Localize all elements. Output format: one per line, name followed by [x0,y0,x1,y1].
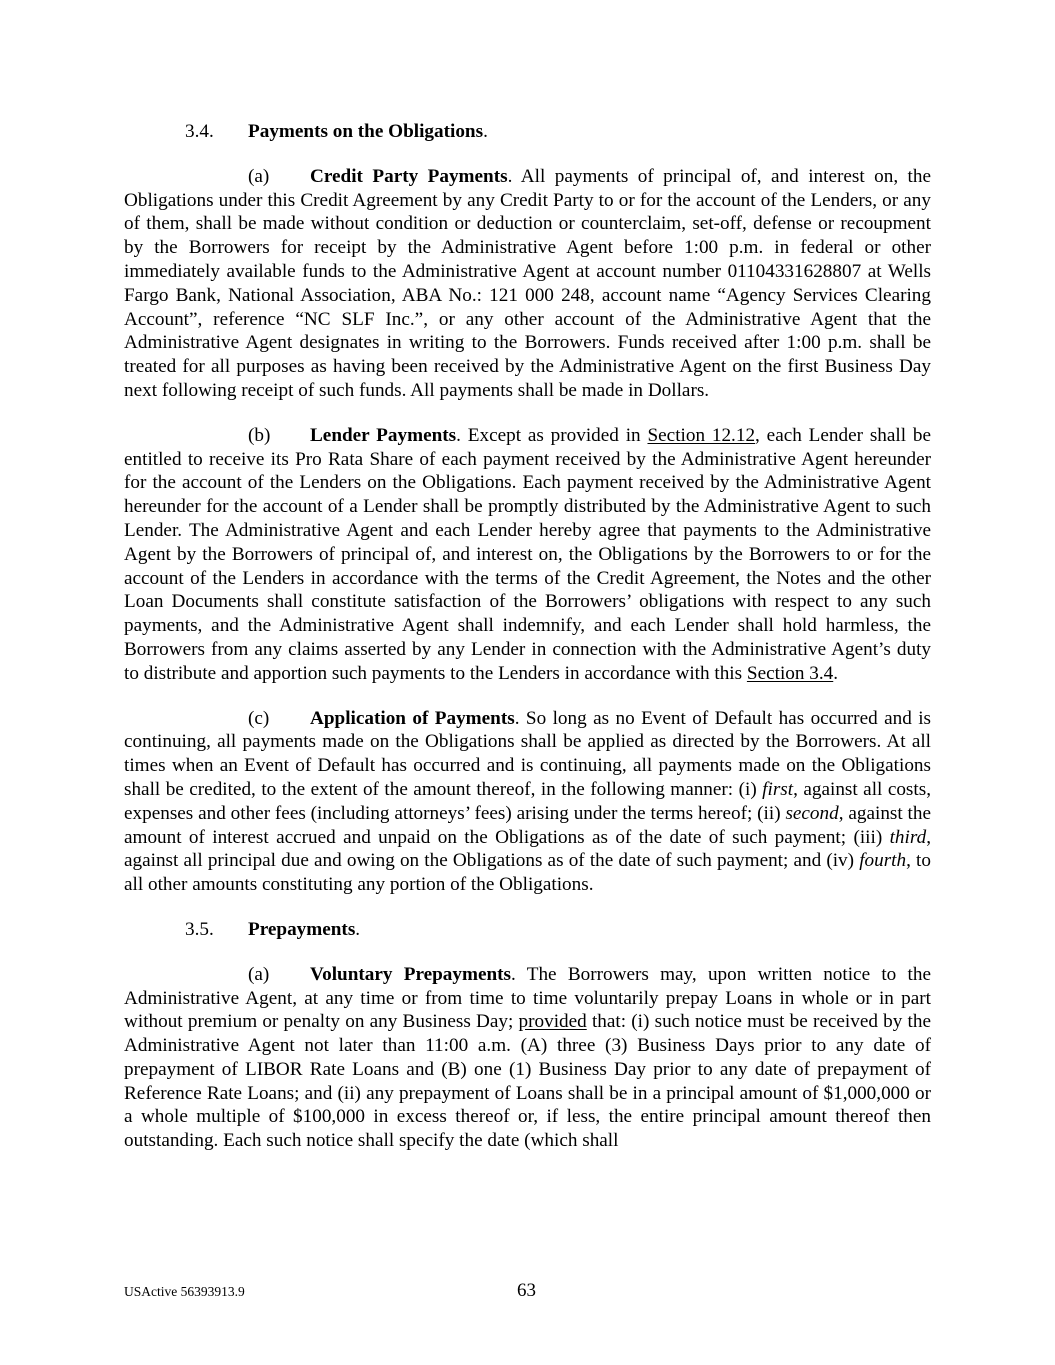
emphasis-fourth: fourth [859,850,907,872]
cross-reference-section-3-4: Section 3.4 [746,662,834,684]
clause-label: (a) [248,963,270,985]
emphasis-second: second [785,802,839,824]
section-title: Prepayments [248,918,356,940]
clause-label: (a) [248,165,270,187]
paragraph-voluntary-prepayments: (a) Voluntary Prepayments. The Borrowers may, upon written notice to the Administrative Agent, at any time or from time to time voluntarily prepay Loans in whole or in part without premium or penalty on any Business Day; provided that: (i) such notice must be received by the Administrative Agent not later than 11:00 a.m. (A) three (3) Business Days prior to any date of prepayment of LIBOR Rate Loans and (B) one (1) Business Day prior to any date of prepayment of Reference Rate Loans; and (ii) any prepayment of Loans shall be in a principal amount of $1,000,000 or a whole multiple of $100,000 in excess thereof or, if less, the entire principal amount thereof then outstanding. Each such notice shall specify the date (which shall [124,963,931,1152]
document-page [124,120,931,1153]
section-3-4-heading: 3.4. Payments on the Obligations. [185,121,488,142]
footer-document-id: USActive 56393913.9 [124,1284,245,1299]
clause-heading: Voluntary Prepayments [310,963,512,985]
cross-reference-section-12-12: Section 12.12 [647,424,756,446]
footer-page-number: 63 [517,1280,536,1301]
paragraph-credit-party-payments [124,165,931,403]
clause-label: (c) [248,707,270,729]
emphasis-third: third [889,826,927,848]
clause-heading: Lender Payments [310,424,457,446]
section-title: Payments on the Obligations [248,121,484,142]
section-number: 3.5. [185,918,214,940]
section-number: 3.4. [185,121,214,142]
clause-text: . All payments of principal of, and interest on, the Obligations under this Credit Agreement by any Credit Party to or for the account of the Lenders, or any of them, shall be made without condition or deduction or counterclaim, set-off, defense or recoupment by the Borrowers for receipt by the Administrative Agent before 1:00 p.m. in federal or other immediately available funds to the Administrative Agent at account number 01104331628807 at Wells Fargo Bank, National Association, ABA No.: 121 000 248, account name “Agency Services Clearing Account”, reference “NC SLF Inc.”, or any other account of the Administrative Agent that the Administrative Agent designates in writing to the Borrowers. Funds received after 1:00 p.m. shall be treated for all purposes as having been received by the Administrative Agent on the first Business Day next following receipt of such funds. All payments shall be made in Dollars. [124,165,932,401]
clause-label: (b) [248,424,271,446]
emphasis-provided: provided [518,1011,587,1033]
clause-heading: Application of Payments [310,707,515,729]
clause-heading: Credit Party Payments [310,165,508,187]
section-3-5-heading: 3.5. Prepayments. [185,918,361,940]
paragraph-lender-payments: (b) Lender Payments. Except as provided in Section 12.12, each Lender shall be entitled to receive its Pro Rata Share of each payment received by the Administrative Agent hereunder for the account of the Lenders on the Obligations. Each payment received by the Administrative Agent hereunder for the account of a Lender shall be promptly distributed by the Administrative Agent to such Lender. The Administrative Agent and each Lender hereby agree that payments to the Administrative Agent by the Borrowers of principal of, and interest on, the Obligations by the Borrowers to or for the account of the Lenders in accordance with the terms of the Credit Agreement, the Notes and the other Loan Documents shall constitute satisfaction of the Borrowers’ obligations with respect to any such payments, and the Administrative Agent shall indemnify, and each Lender shall hold harmless, the Borrowers from any claims asserted by any Lender in connection with the Administrative Agent’s duty to distribute and apportion such payments to the Lenders in accordance with this Section 3.4. [124,424,932,684]
paragraph-application-of-payments: (c) Application of Payments. So long as no Event of Default has occurred and is continuing, all payments made on the Obligations shall be applied as directed by the Borrowers. At all times when an Event of Default has occurred and is continuing, all payments made on the Obligations shall be credited, to the extent of the amount thereof, in the following manner: (i) first, against all costs, expenses and other fees (including attorneys’ fees) arising under the terms hereof; (ii) second, against the amount of interest accrued and unpaid on the Obligations as of the date of such payment; (iii) third, against all principal due and owing on the Obligations as of the date of such payment; and (iv) fourth, to all other amounts constituting any portion of the Obligations. [124,707,932,896]
emphasis-first: first [762,778,794,800]
